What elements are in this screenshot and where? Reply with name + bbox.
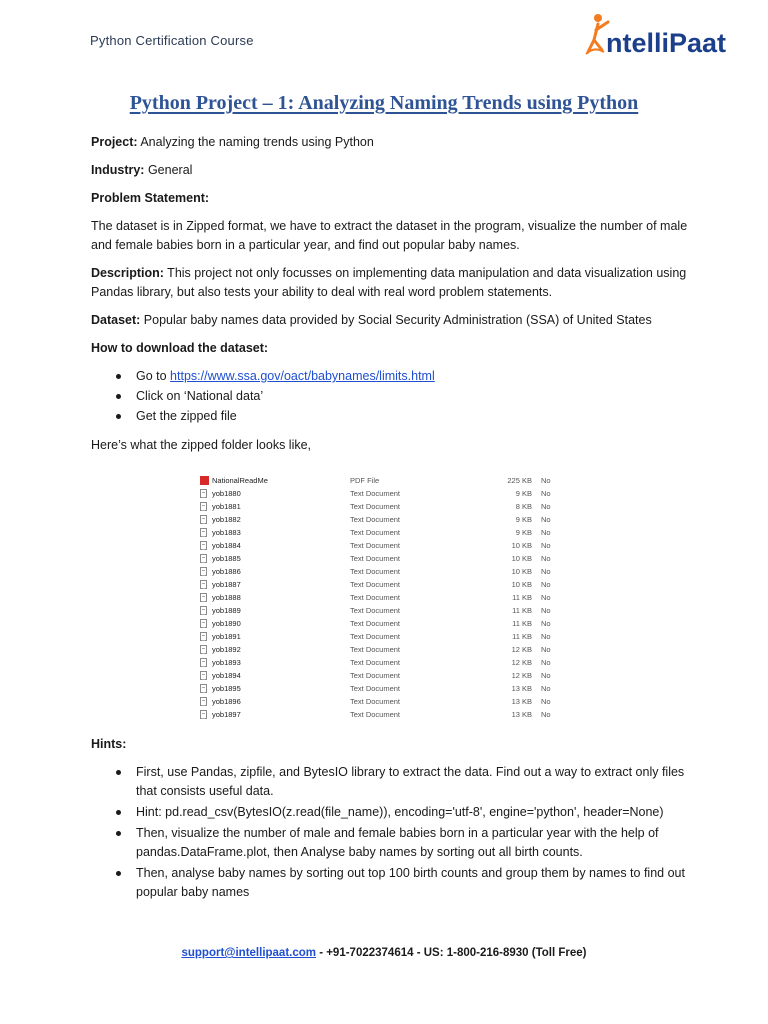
file-row[interactable]: [196, 682, 566, 695]
download-steps-list: [91, 367, 691, 426]
file-row[interactable]: [196, 565, 566, 578]
text-file-icon: [200, 619, 207, 628]
file-name: yob1880: [212, 489, 241, 498]
file-availability: No: [541, 606, 551, 615]
svg-text:ntelliPaat: ntelliPaat: [606, 28, 727, 58]
list-item: Go to https://www.ssa.gov/oact/babynames/limits.html: [91, 367, 691, 386]
text-file-icon: [200, 645, 207, 654]
project-text: Analyzing the naming trends using Python: [137, 135, 374, 149]
problem-text: The dataset is in Zipped format, we have to extract the dataset in the program, visualize the number of male and female babies born in a particular year, and find out popular baby names.: [91, 219, 688, 252]
file-name: yob1894: [212, 671, 241, 680]
file-name: yob1885: [212, 554, 241, 563]
industry-text: General: [144, 163, 193, 177]
file-type: Text Document: [350, 619, 401, 628]
text-file-icon: [200, 710, 207, 719]
file-size: 12 KB: [511, 658, 532, 667]
file-size: 9 KB: [515, 528, 532, 537]
file-availability: No: [541, 632, 551, 641]
file-row[interactable]: [196, 708, 566, 721]
industry-line: [91, 161, 691, 180]
file-availability: No: [541, 580, 551, 589]
hints-section: [91, 735, 691, 912]
file-size: 10 KB: [511, 541, 532, 550]
file-availability: No: [541, 671, 551, 680]
file-availability: No: [541, 697, 551, 706]
file-type: Text Document: [350, 697, 401, 706]
file-name: yob1882: [212, 515, 241, 524]
intellipaat-logo-mark: [582, 8, 750, 64]
file-availability: No: [541, 684, 551, 693]
text-file-icon: [200, 580, 207, 589]
header-course-title: Python Certification Course: [90, 33, 254, 48]
file-row[interactable]: [196, 591, 566, 604]
pdf-icon: [200, 476, 209, 485]
file-name: yob1892: [212, 645, 241, 654]
file-size: 10 KB: [511, 580, 532, 589]
description-label: Description:: [91, 266, 164, 280]
intellipaat-logo: [582, 8, 750, 64]
file-availability: No: [541, 528, 551, 537]
file-type: PDF File: [350, 476, 380, 485]
file-availability: No: [541, 515, 551, 524]
file-row[interactable]: [196, 669, 566, 682]
text-file-icon: [200, 528, 207, 537]
file-size: 13 KB: [511, 710, 532, 719]
file-size: 10 KB: [511, 567, 532, 576]
file-name: yob1881: [212, 502, 241, 511]
file-row[interactable]: [196, 578, 566, 591]
file-size: 11 KB: [512, 593, 532, 602]
text-file-icon: [200, 593, 207, 602]
file-name: yob1890: [212, 619, 241, 628]
text-file-icon: [200, 554, 207, 563]
file-row[interactable]: [196, 695, 566, 708]
text-file-icon: [200, 541, 207, 550]
file-type: Text Document: [350, 554, 401, 563]
file-name: yob1889: [212, 606, 241, 615]
list-item: Get the zipped file: [91, 407, 691, 426]
file-availability: No: [541, 658, 551, 667]
project-line: [91, 133, 691, 152]
file-name: yob1896: [212, 697, 241, 706]
file-type: Text Document: [350, 645, 401, 654]
file-type: Text Document: [350, 671, 401, 680]
description-line: [91, 264, 691, 302]
file-size: 13 KB: [511, 697, 532, 706]
file-availability: No: [541, 645, 551, 654]
file-row[interactable]: [196, 539, 566, 552]
text-file-icon: [200, 684, 207, 693]
file-row[interactable]: [196, 656, 566, 669]
file-size: 9 KB: [515, 489, 532, 498]
file-availability: No: [541, 541, 551, 550]
ssa-link[interactable]: https://www.ssa.gov/oact/babynames/limits.html: [170, 369, 435, 383]
text-file-icon: [200, 658, 207, 667]
footer-contact: [0, 947, 768, 959]
file-availability: No: [541, 502, 551, 511]
file-name: yob1891: [212, 632, 241, 641]
file-type: Text Document: [350, 632, 401, 641]
file-type: Text Document: [350, 489, 401, 498]
file-row[interactable]: [196, 487, 566, 500]
hints-heading: Hints:: [91, 737, 127, 751]
file-availability: No: [541, 619, 551, 628]
text-file-icon: [200, 567, 207, 576]
file-type: Text Document: [350, 684, 401, 693]
text-file-icon: [200, 502, 207, 511]
description-text: This project not only focusses on implementing data manipulation and data visualization using Pandas library, but also tests your ability to deal with real word problem statements.: [91, 266, 687, 299]
text-file-icon: [200, 697, 207, 706]
text-file-icon: [200, 671, 207, 680]
industry-label: Industry:: [91, 163, 145, 177]
zipped-folder-listing: [196, 474, 566, 724]
dataset-text: Popular baby names data provided by Social Security Administration (SSA) of United States: [140, 313, 652, 327]
file-type: Text Document: [350, 658, 401, 667]
file-availability: No: [541, 554, 551, 563]
file-type: Text Document: [350, 606, 401, 615]
file-name: yob1883: [212, 528, 241, 537]
file-availability: No: [541, 489, 551, 498]
hints-list: [91, 763, 691, 902]
file-size: 10 KB: [511, 554, 532, 563]
file-name: yob1897: [212, 710, 241, 719]
file-availability: No: [541, 710, 551, 719]
support-email-link[interactable]: support@intellipaat.com: [181, 947, 316, 959]
zipped-caption: Here’s what the zipped folder looks like,: [91, 438, 312, 452]
dataset-label: Dataset:: [91, 313, 141, 327]
list-item: Then, visualize the number of male and female babies born in a particular year with the help of pandas.DataFrame.plot, then Analyse baby names by sorting out all birth counts.: [91, 824, 691, 862]
file-size: 11 KB: [512, 619, 532, 628]
file-size: 12 KB: [511, 645, 532, 654]
document-body: [91, 133, 691, 464]
file-name: yob1893: [212, 658, 241, 667]
text-file-icon: [200, 515, 207, 524]
file-size: 8 KB: [515, 502, 532, 511]
file-row[interactable]: [196, 526, 566, 539]
file-size: 11 KB: [512, 632, 532, 641]
page-title: Python Project – 1: Analyzing Naming Trends using Python: [129, 92, 639, 114]
file-name: yob1888: [212, 593, 241, 602]
file-name: yob1895: [212, 684, 241, 693]
file-row[interactable]: [196, 474, 566, 487]
file-row[interactable]: [196, 617, 566, 630]
file-row[interactable]: [196, 604, 566, 617]
file-size: 12 KB: [511, 671, 532, 680]
file-availability: No: [541, 593, 551, 602]
file-name: yob1887: [212, 580, 241, 589]
file-name: yob1886: [212, 567, 241, 576]
file-size: 9 KB: [515, 515, 532, 524]
file-row[interactable]: [196, 552, 566, 565]
file-row[interactable]: [196, 513, 566, 526]
file-type: Text Document: [350, 528, 401, 537]
file-name: yob1884: [212, 541, 241, 550]
file-type: Text Document: [350, 593, 401, 602]
file-availability: No: [541, 567, 551, 576]
problem-heading: Problem Statement:: [91, 191, 210, 205]
list-item: Click on ‘National data’: [91, 387, 691, 406]
file-type: Text Document: [350, 567, 401, 576]
file-row[interactable]: [196, 500, 566, 513]
file-availability: No: [541, 476, 551, 485]
file-size: 13 KB: [511, 684, 532, 693]
file-type: Text Document: [350, 580, 401, 589]
file-size: 225 KB: [507, 476, 532, 485]
text-file-icon: [200, 632, 207, 641]
dataset-line: [91, 311, 691, 330]
file-name: NationalReadMe: [212, 476, 268, 485]
download-heading: How to download the dataset:: [91, 341, 269, 355]
file-row[interactable]: [196, 630, 566, 643]
file-type: Text Document: [350, 515, 401, 524]
footer-phone-text: - +91-7022374614 - US: 1-800-216-8930 (Toll Free): [316, 947, 587, 959]
project-label: Project:: [91, 135, 138, 149]
text-file-icon: [200, 606, 207, 615]
file-size: 11 KB: [512, 606, 532, 615]
list-item: First, use Pandas, zipfile, and BytesIO library to extract the data. Find out a way to extract only files that consists useful data.: [91, 763, 691, 801]
list-item: Hint: pd.read_csv(BytesIO(z.read(file_name)), encoding='utf-8', engine='python', header=None): [91, 803, 691, 822]
file-type: Text Document: [350, 541, 401, 550]
file-type: Text Document: [350, 502, 401, 511]
file-type: Text Document: [350, 710, 401, 719]
file-row[interactable]: [196, 643, 566, 656]
text-file-icon: [200, 489, 207, 498]
list-item: Then, analyse baby names by sorting out top 100 birth counts and group them by names to find out popular baby names: [91, 864, 691, 902]
